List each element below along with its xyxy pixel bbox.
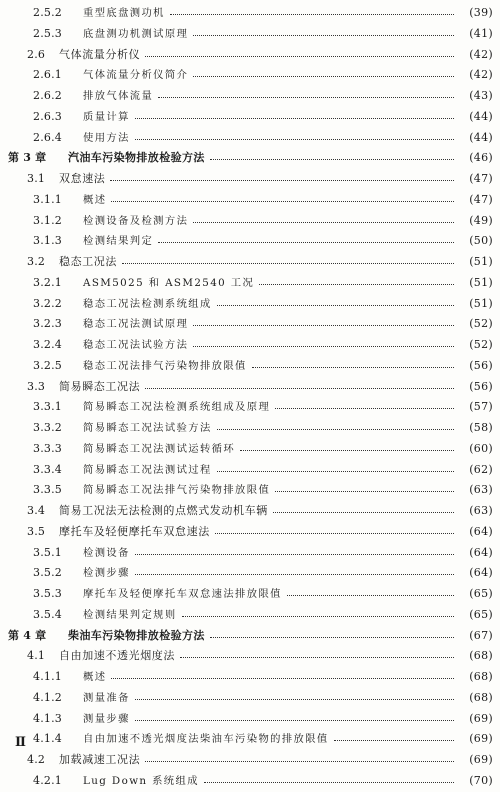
toc-subsection-entry: [0, 688, 500, 709]
toc-entry-number: 3.3.4: [33, 462, 62, 476]
toc-entry-title: 摩托车及轻便摩托车双怠速法: [59, 524, 210, 538]
dot-leader: [204, 782, 454, 783]
toc-subsection-entry: [0, 709, 500, 730]
toc-entry-page: (51): [469, 275, 493, 289]
toc-entry-number: 第 4 章: [8, 628, 47, 642]
dot-leader: [135, 699, 454, 700]
dot-leader: [252, 367, 454, 368]
toc-entry-number: 3.3.1: [33, 400, 62, 414]
page-folio: Ⅱ: [15, 735, 26, 750]
toc-section-entry: [0, 377, 500, 398]
toc-entry-page: (49): [469, 213, 493, 227]
toc-entry-title: 稳态工况法排气污染物排放限值: [83, 359, 247, 372]
toc-entry-page: (47): [469, 172, 493, 185]
toc-subsection-entry: [0, 24, 500, 45]
toc-entry-page: (41): [469, 26, 493, 40]
toc-entry-page: (51): [469, 296, 493, 310]
dot-leader: [193, 222, 454, 223]
dot-leader: [193, 35, 454, 36]
dot-leader: [210, 159, 454, 160]
toc-entry-number: 2.6: [27, 47, 46, 61]
toc-subsection-entry: [0, 605, 500, 626]
dot-leader: [145, 388, 454, 389]
dot-leader: [193, 346, 454, 347]
toc-entry-page: (51): [469, 255, 493, 268]
toc-subsection-entry: [0, 771, 500, 792]
toc-entry-number: 3.2.4: [33, 338, 62, 351]
toc-entry-page: (68): [469, 690, 493, 704]
toc-entry-title: 简易瞬态工况法测试运转循环: [83, 442, 236, 455]
toc-subsection-entry: [0, 231, 500, 252]
toc-entry-number: 3.1.2: [33, 213, 62, 227]
toc-entry-number: 2.5.2: [33, 6, 62, 19]
toc-entry-number: 3.5.2: [33, 566, 62, 580]
toc-section-entry: [0, 501, 500, 522]
toc-entry-number: 3.2.5: [33, 358, 62, 372]
toc-entry-number: 2.6.3: [33, 109, 62, 123]
toc-entry-number: 2.5.3: [33, 26, 62, 40]
toc-subsection-entry: [0, 128, 500, 149]
toc-entry-title: 简易瞬态工况法检测系统组成及原理: [83, 401, 271, 414]
toc-entry-number: 2.6.2: [33, 89, 62, 102]
toc-entry-number: 4.1.1: [33, 670, 62, 683]
dot-leader: [287, 595, 454, 596]
toc-entry-title: 简易瞬态工况法测试过程: [83, 463, 212, 476]
toc-entry-title: ASM5025 和 ASM2540 工况: [83, 276, 255, 289]
toc-entry-page: (67): [469, 628, 493, 642]
dot-leader: [210, 637, 454, 638]
toc-entry-page: (47): [469, 192, 493, 206]
dot-leader: [158, 97, 454, 98]
toc-entry-page: (42): [469, 68, 493, 82]
toc-entry-page: (64): [469, 524, 493, 538]
toc-entry-number: 4.2.1: [33, 773, 62, 787]
toc-entry-title: 检测设备: [83, 546, 130, 559]
toc-entry-number: 3.5.1: [33, 545, 62, 559]
dot-leader: [275, 491, 454, 492]
toc-entry-page: (65): [469, 587, 493, 600]
toc-entry-title: 测量步骤: [83, 712, 130, 725]
toc-subsection-entry: [0, 3, 500, 24]
toc-section-entry: [0, 45, 500, 66]
dot-leader: [158, 242, 454, 243]
dot-leader: [193, 325, 454, 326]
dot-leader: [334, 740, 454, 741]
toc-entry-page: (50): [469, 234, 493, 248]
toc-entry-page: (70): [469, 773, 493, 787]
toc-entry-page: (42): [469, 47, 493, 61]
toc-entry-title: Lug Down 系统组成: [83, 774, 199, 787]
toc-subsection-entry: [0, 273, 500, 294]
toc-entry-title: 简易瞬态工况法: [59, 379, 141, 393]
toc-entry-number: 4.2: [27, 753, 46, 766]
toc-entry-number: 3.1.3: [33, 234, 62, 248]
toc-entry-number: 3.1: [27, 172, 46, 185]
toc-entry-number: 3.3.3: [33, 441, 62, 455]
toc-entry-page: (69): [469, 711, 493, 725]
toc-entry-title: 汽油车污染物排放检验方法: [68, 151, 205, 165]
dot-leader: [217, 429, 454, 430]
toc-chapter-entry: [0, 626, 500, 647]
toc-entry-page: (65): [469, 607, 493, 621]
toc-entry-number: 4.1.3: [33, 711, 62, 725]
toc-entry-page: (52): [469, 338, 493, 351]
dot-leader: [240, 450, 454, 451]
dot-leader: [135, 574, 454, 575]
toc-subsection-entry: [0, 584, 500, 605]
toc-chapter-entry: [0, 148, 500, 169]
toc-entry-title: 气体流量分析仪简介: [83, 69, 189, 82]
toc-entry-page: (39): [469, 6, 493, 19]
toc-entry-page: (63): [469, 504, 493, 517]
dot-leader: [135, 118, 454, 119]
toc-subsection-entry: [0, 65, 500, 86]
toc-entry-number: 3.2.2: [33, 296, 62, 310]
toc-entry-page: (69): [469, 753, 493, 766]
dot-leader: [145, 56, 454, 57]
toc-subsection-entry: [0, 294, 500, 315]
toc-entry-number: 第 3 章: [8, 151, 47, 165]
toc-entry-title: 检测设备及检测方法: [83, 214, 189, 227]
table-of-contents: [0, 3, 500, 792]
toc-subsection-entry: [0, 397, 500, 418]
dot-leader: [273, 512, 454, 513]
toc-subsection-entry: [0, 211, 500, 232]
toc-entry-title: 排放气体流量: [83, 90, 154, 102]
toc-entry-page: (44): [469, 109, 493, 123]
toc-section-entry: [0, 252, 500, 273]
toc-entry-number: 3.2: [27, 255, 46, 268]
toc-entry-title: 自由加速不透光烟度法: [59, 649, 175, 663]
toc-entry-page: (52): [469, 317, 493, 331]
toc-entry-title: 检测步骤: [83, 567, 130, 580]
toc-entry-title: 简易瞬态工况法试验方法: [83, 422, 212, 434]
toc-entry-number: 4.1.4: [33, 732, 62, 746]
toc-subsection-entry: [0, 314, 500, 335]
toc-entry-title: 检测结果判定: [83, 235, 154, 248]
toc-subsection-entry: [0, 667, 500, 688]
toc-entry-page: (62): [469, 462, 493, 476]
toc-entry-number: 3.2.3: [33, 317, 62, 331]
toc-entry-page: (44): [469, 130, 493, 144]
toc-subsection-entry: [0, 563, 500, 584]
dot-leader: [135, 554, 454, 555]
toc-entry-title: 气体流量分析仪: [59, 47, 141, 61]
toc-entry-page: (63): [469, 483, 493, 497]
toc-entry-page: (56): [469, 379, 493, 393]
toc-subsection-entry: [0, 86, 500, 107]
dot-leader: [182, 616, 454, 617]
dot-leader: [111, 678, 454, 679]
toc-section-entry: [0, 522, 500, 543]
toc-entry-title: 加载减速工况法: [59, 753, 141, 766]
toc-entry-title: 摩托车及轻便摩托车双怠速法排放限值: [83, 588, 282, 600]
toc-entry-title: 简易工况法无法检测的点燃式发动机车辆: [59, 504, 268, 517]
toc-entry-number: 3.2.1: [33, 275, 62, 289]
toc-entry-title: 稳态工况法检测系统组成: [83, 297, 212, 310]
toc-entry-page: (58): [469, 421, 493, 434]
toc-subsection-entry: [0, 335, 500, 356]
dot-leader: [110, 180, 454, 181]
toc-entry-title: 概述: [83, 671, 107, 683]
toc-entry-title: 重型底盘测功机: [83, 7, 165, 19]
dot-leader: [122, 263, 454, 264]
toc-entry-title: 自由加速不透光烟度法柴油车污染物的排放限值: [83, 733, 329, 746]
toc-entry-page: (68): [469, 649, 493, 663]
toc-entry-title: 双怠速法: [59, 172, 106, 185]
toc-subsection-entry: [0, 480, 500, 501]
toc-subsection-entry: [0, 356, 500, 377]
toc-entry-title: 检测结果判定规则: [83, 608, 177, 621]
toc-section-entry: [0, 750, 500, 771]
toc-entry-page: (46): [469, 151, 493, 165]
toc-entry-title: 稳态工况法测试原理: [83, 318, 189, 331]
toc-subsection-entry: [0, 460, 500, 481]
toc-entry-page: (43): [469, 89, 493, 102]
dot-leader: [111, 201, 454, 202]
toc-entry-number: 3.5: [27, 524, 46, 538]
toc-subsection-entry: [0, 439, 500, 460]
toc-entry-title: 简易瞬态工况法排气污染物排放限值: [83, 484, 271, 497]
toc-entry-number: 4.1: [27, 649, 46, 663]
toc-entry-number: 2.6.1: [33, 68, 62, 82]
dot-leader: [259, 284, 454, 285]
dot-leader: [275, 408, 454, 409]
toc-entry-number: 3.1.1: [33, 192, 62, 206]
toc-subsection-entry: [0, 107, 500, 128]
toc-subsection-entry: [0, 729, 500, 750]
toc-entry-page: (69): [469, 732, 493, 746]
toc-entry-number: 2.6.4: [33, 130, 62, 144]
toc-entry-title: 质量计算: [83, 110, 130, 123]
dot-leader: [193, 76, 454, 77]
toc-entry-number: 3.3.2: [33, 421, 62, 434]
toc-entry-title: 稳态工况法试验方法: [83, 339, 189, 351]
dot-leader: [135, 720, 454, 721]
toc-entry-title: 稳态工况法: [59, 255, 117, 268]
toc-entry-page: (57): [469, 400, 493, 414]
toc-entry-page: (68): [469, 670, 493, 683]
dot-leader: [145, 761, 454, 762]
toc-entry-title: 测量准备: [83, 691, 130, 704]
toc-entry-number: 3.5.3: [33, 587, 62, 600]
toc-entry-title: 底盘测功机测试原理: [83, 27, 189, 40]
dot-leader: [217, 471, 454, 472]
dot-leader: [170, 14, 454, 15]
toc-entry-page: (64): [469, 566, 493, 580]
toc-entry-title: 柴油车污染物排放检验方法: [68, 628, 205, 642]
toc-entry-number: 3.3.5: [33, 483, 62, 497]
dot-leader: [135, 139, 454, 140]
toc-entry-page: (60): [469, 441, 493, 455]
toc-entry-number: 3.4: [27, 504, 46, 517]
toc-entry-number: 4.1.2: [33, 690, 62, 704]
toc-subsection-entry: [0, 543, 500, 564]
toc-entry-number: 3.5.4: [33, 607, 62, 621]
toc-entry-title: 使用方法: [83, 131, 130, 144]
toc-entry-number: 3.3: [27, 379, 46, 393]
toc-entry-page: (56): [469, 358, 493, 372]
dot-leader: [180, 657, 454, 658]
dot-leader: [217, 305, 454, 306]
toc-entry-title: 概述: [83, 193, 107, 206]
toc-subsection-entry: [0, 418, 500, 439]
toc-section-entry: [0, 169, 500, 190]
toc-subsection-entry: [0, 190, 500, 211]
toc-section-entry: [0, 646, 500, 667]
dot-leader: [215, 533, 454, 534]
toc-entry-page: (64): [469, 545, 493, 559]
